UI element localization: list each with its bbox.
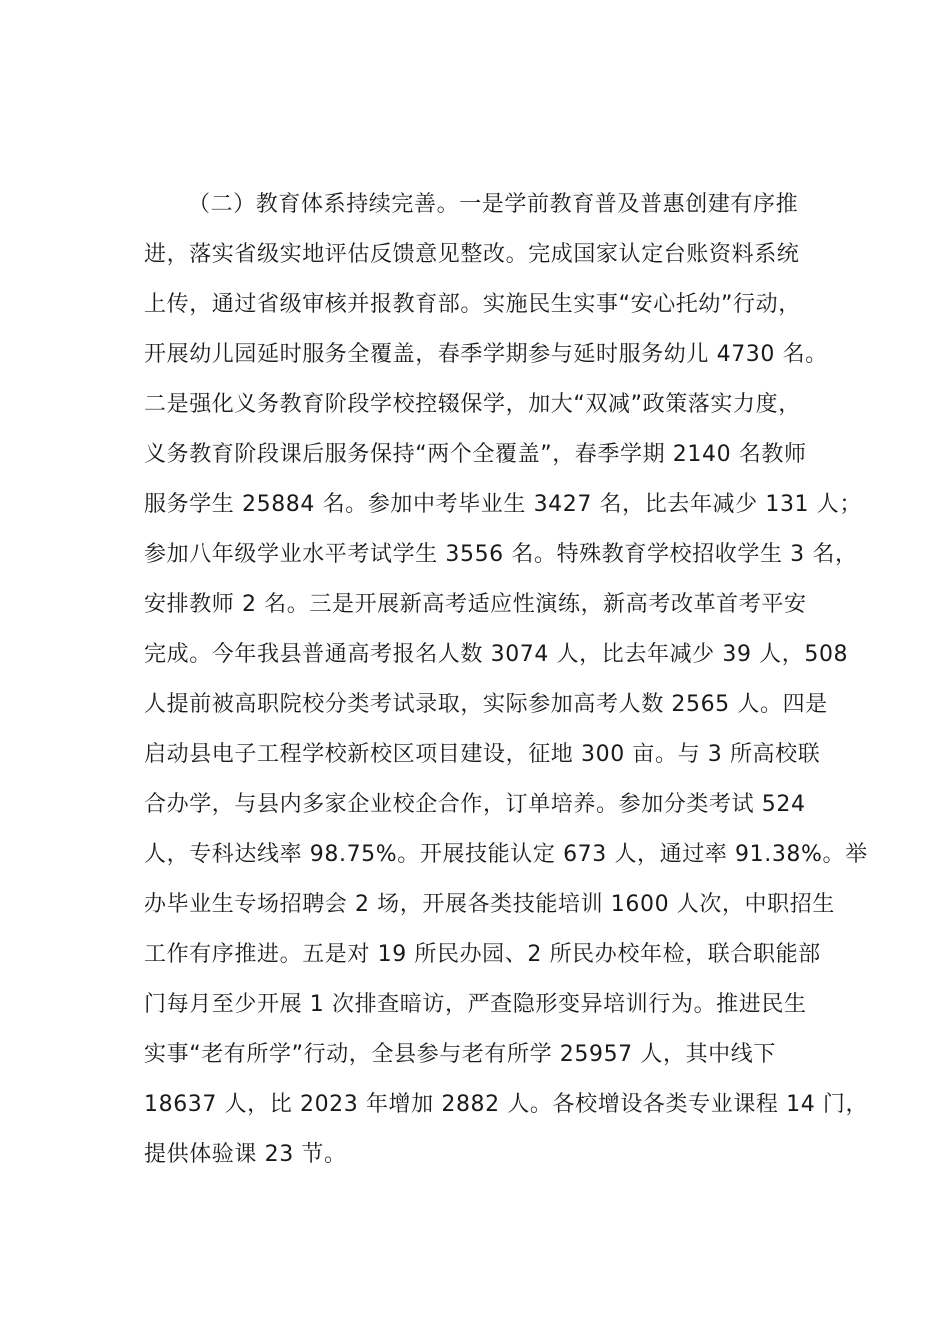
paragraph-line: 18637 人，比 2023 年增加 2882 人。各校增设各类专业课程 14 门， [144,1092,869,1117]
paragraph-line: 提供体验课 23 节。 [144,1142,347,1167]
body-paragraph [144,180,869,1180]
paragraph-line: 进，落实省级实地评估反馈意见整改。完成国家认定台账资料系统 [144,242,800,267]
paragraph-line: 二是强化义务教育阶段学校控辍保学，加大“双减”政策落实力度， [144,392,801,417]
paragraph-line: 参加八年级学业水平考试学生 3556 名。特殊教育学校招收学生 3 名， [144,542,858,567]
paragraph-line: 办毕业生专场招聘会 2 场，开展各类技能培训 1600 人次，中职招生 [144,892,835,917]
paragraph-line: 实事“老有所学”行动，全县参与老有所学 25957 人，其中线下 [144,1042,776,1067]
paragraph-line: 上传，通过省级审核并报教育部。实施民生实事“安心托幼”行动， [144,292,801,317]
paragraph-line: 义务教育阶段课后服务保持“两个全覆盖”，春季学期 2140 名教师 [144,442,807,467]
paragraph-line: 人，专科达线率 98.75%。开展技能认定 673 人，通过率 91.38%。举 [144,842,868,867]
paragraph-line: 工作有序推进。五是对 19 所民办园、2 所民办校年检，联合职能部 [144,942,821,967]
paragraph-line: 开展幼儿园延时服务全覆盖，春季学期参与延时服务幼儿 4730 名。 [144,342,828,367]
paragraph-line: 人提前被高职院校分类考试录取，实际参加高考人数 2565 人。四是 [144,692,828,717]
paragraph-line: 服务学生 25884 名。参加中考毕业生 3427 名，比去年减少 131 人； [144,492,862,517]
paragraph-line: （二）教育体系持续完善。一是学前教育普及普惠创建有序推 [188,192,799,217]
paragraph-line: 启动县电子工程学校新校区项目建设，征地 300 亩。与 3 所高校联 [144,742,821,767]
paragraph-line: 完成。今年我县普通高考报名人数 3074 人，比去年减少 39 人，508 [144,642,849,667]
paragraph-line: 安排教师 2 名。三是开展新高考适应性演练，新高考改革首考平安 [144,592,807,617]
paragraph-line: 门每月至少开展 1 次排查暗访，严查隐形变异培训行为。推进民生 [144,992,807,1017]
paragraph-line: 合办学，与县内多家企业校企合作，订单培养。参加分类考试 524 [144,792,806,817]
